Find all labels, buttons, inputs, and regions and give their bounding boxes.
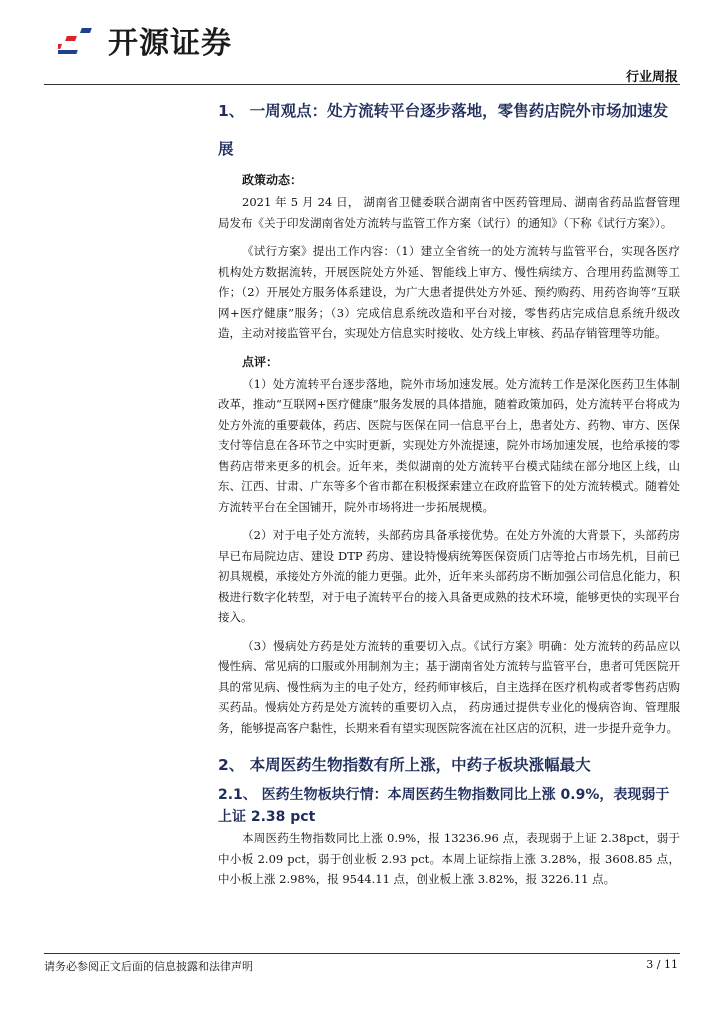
logo-mark-icon: [58, 22, 102, 58]
brand-name: 开源证券: [108, 26, 232, 61]
comment-label: 点评：: [242, 354, 279, 369]
section-2-1-title: 2.1、 医药生物板块行情：本周医药生物指数同比上涨 0.9%，表现弱于上证 2.38 pct: [218, 787, 670, 825]
main-content: [218, 92, 680, 898]
section-2-1-paragraph: 本周医药生物指数同比上涨 0.9%，报 13236.96 点，表现弱于上证 2.38pct，弱于中小板 2.09 pct，弱于创业板 2.93 pct。本周上证综指上涨 3.28%，报 3608.85 点， 中小板上涨 2.98%，报 9544.11 点，创业板上涨 3.82%，报 3226.11 点。: [218, 831, 680, 886]
footer-disclaimer: 请务必参阅正文后面的信息披露和法律声明: [44, 960, 253, 973]
policy-paragraph-2: 《试行方案》提出工作内容：（1）建立全省统一的处方流转与监管平台，实现各医疗机构处方数据流转，开展医院处方外延、智能线上审方、慢性病续方、合理用药监测等工作；（2）开展处方服务体系建设，为广大患者提供处方外延、预约购药、用药咨询等“互联网+医疗健康”服务；（3）完成信息系统改造和平台对接，零售药店完成信息系统升级改造，主动对接监管平台，实现处方信息实时接收、处方线上审核、药品存销管理等功能。: [218, 244, 680, 340]
section-1-title: 1、 一周观点：处方流转平台逐步落地，零售药店院外市场加速发展: [218, 102, 669, 158]
page-number: 3 / 11: [646, 958, 678, 971]
company-logo: [58, 20, 232, 60]
section-2-title: 2、 本周医药生物指数有所上涨，中药子板块涨幅最大: [218, 756, 591, 774]
header-divider: [44, 84, 680, 85]
policy-paragraph-1: 2021 年 5 月 24 日， 湖南省卫健委联合湖南省中医药管理局、湖南省药品监督管理局发布《关于印发湖南省处方流转与监管工作方案（试行）的通知》（下称《试行方案》）。: [218, 195, 680, 230]
policy-label: 政策动态：: [242, 173, 303, 187]
comment-paragraph-1: （1）处方流转平台逐步落地，院外市场加速发展。处方流转工作是深化医药卫生体制改革，推动“互联网+医疗健康”服务发展的具体措施，随着政策加码，处方流转平台将成为处方外流的重要载体，药店、医院与医保在同一信息平台上，患者处方、药物、审方、医保支付等信息在各环节之中实时更新，实现处方外流提速，院外市场加速发展，也给承接的零售药店带来更多的机会。近年来，类似湖南的处方流转平台模式陆续在部分地区上线，山东、江西、甘肃、广东等多个省市都在积极探索建立在政府监管下的处方流转模式。随着处方流转平台在全国铺开，院外市场将进一步拓展规模。: [218, 376, 680, 514]
report-type: 行业周报: [625, 70, 678, 85]
comment-paragraph-3: （3）慢病处方药是处方流转的重要切入点。《试行方案》明确：处方流转的药品应以慢性病、常见病的口服或外用制剂为主；基于湖南省处方流转与监管平台，患者可凭医院开具的常见病、慢性病为主的电子处方，经药师审核后，自主选择在医疗机构或者零售药店购买药品。慢病处方药是处方流转的重要切入点， 药房通过提供专业化的慢病咨询、管理服务，能够提高客户黏性，长期来看有望实现医院客流在社区店的沉积，进一步提升竞争力。: [218, 638, 680, 735]
footer-divider: [44, 953, 680, 954]
comment-paragraph-2: （2）对于电子处方流转，头部药房具备承接优势。在处方外流的大背景下，头部药房早已布局院边店、建设 DTP 药房、建设特慢病统筹医保资质门店等抢占市场先机，目前已初具规模，承接处方外流的能力更强。此外，近年来头部药房不断加强公司信息化能力，积极进行数字化转型，对于电子流转平台的接入具备更成熟的技术环境，能够更快的实现平台接入。: [218, 528, 680, 624]
